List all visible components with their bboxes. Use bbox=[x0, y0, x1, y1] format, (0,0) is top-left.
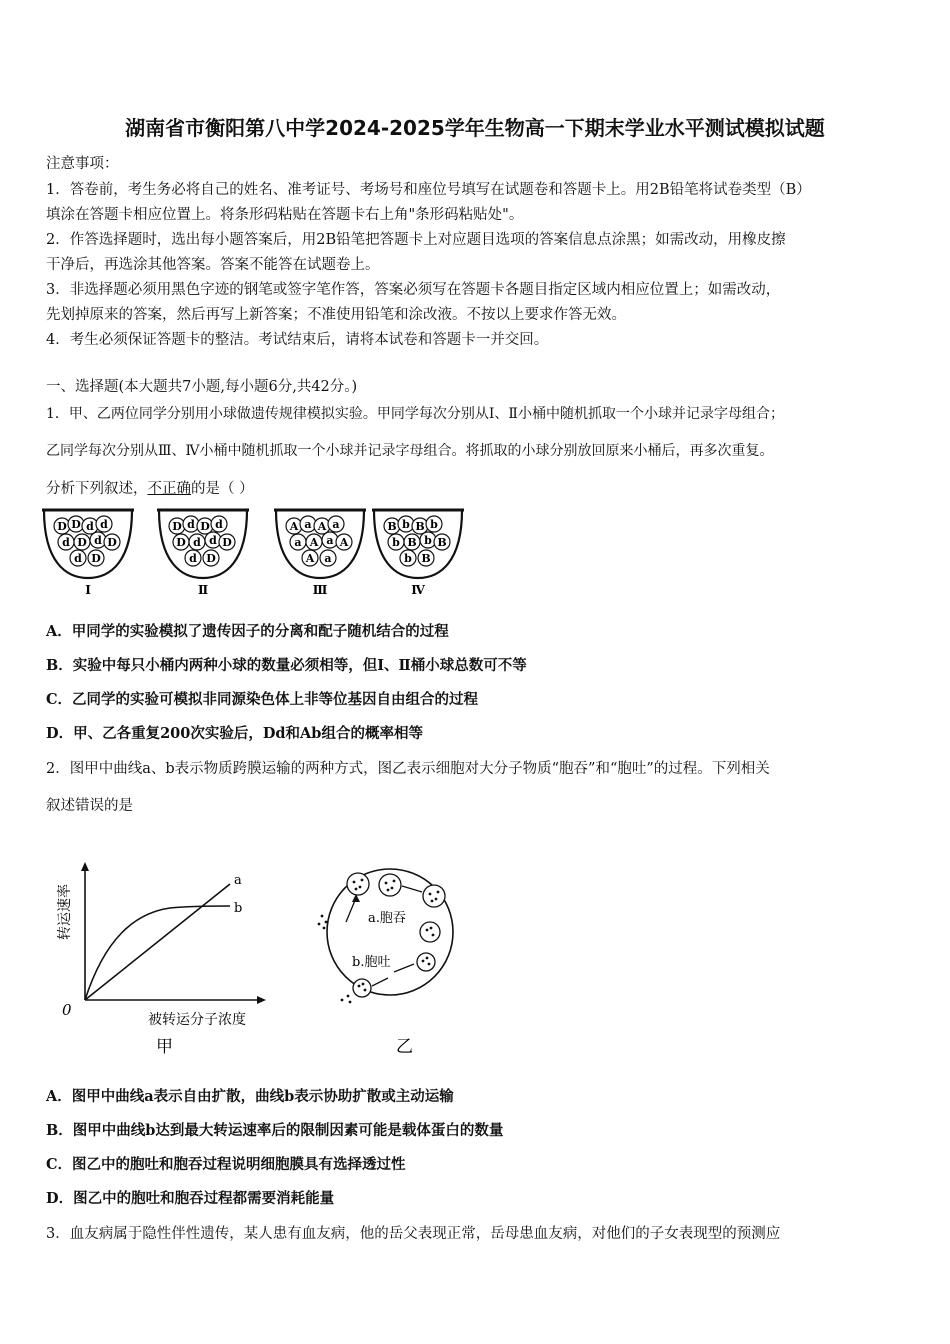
q1-prompt-end: 的是（ ） bbox=[191, 481, 254, 497]
vesicle bbox=[420, 922, 440, 942]
bucket-label: Ⅱ bbox=[197, 583, 209, 597]
ball-label: D bbox=[172, 520, 182, 533]
x-axis-label: 被转运分子浓度 bbox=[148, 1012, 246, 1028]
bucket-label: Ⅳ bbox=[411, 583, 425, 597]
ball-label: D bbox=[176, 536, 186, 549]
bucket-label: Ⅰ bbox=[85, 583, 91, 597]
ball-label: a bbox=[294, 536, 302, 549]
ball-label: a bbox=[304, 518, 312, 531]
ball-label: b bbox=[392, 536, 400, 549]
ball-label: d bbox=[215, 518, 223, 531]
bucket-figure bbox=[40, 502, 470, 598]
q1-emphasis: 不正确 bbox=[147, 481, 191, 497]
vesicle bbox=[379, 874, 401, 896]
figure-yi bbox=[310, 862, 470, 1062]
ball-label: B bbox=[407, 536, 417, 549]
bucket bbox=[372, 510, 464, 597]
notice-line: 干净后，再选涂其他答案。答案不能答在试题卷上。 bbox=[46, 257, 380, 273]
ball-label: b bbox=[402, 518, 410, 531]
ball-label: d bbox=[189, 552, 197, 565]
vesicle bbox=[417, 953, 435, 971]
q1-text bbox=[46, 477, 254, 498]
ball-label: D bbox=[222, 536, 232, 549]
section-heading: 一、选择题(本大题共7小题,每小题6分,共42分。) bbox=[46, 379, 358, 395]
vesicle bbox=[353, 979, 371, 997]
ball-label: A bbox=[289, 520, 299, 533]
ball-label: D bbox=[57, 520, 67, 533]
ball-label: d bbox=[187, 518, 195, 531]
ball-label: a bbox=[324, 552, 332, 565]
ball-label: d bbox=[86, 520, 94, 533]
q1-option-b: B．实验中每只小桶内两种小球的数量必须相等，但Ⅰ、Ⅱ桶小球总数可不等 bbox=[46, 657, 527, 674]
ball-label: A bbox=[339, 536, 349, 549]
ball-label: d bbox=[193, 536, 201, 549]
q2-option-b: B．图甲中曲线b达到最大转运速率后的限制因素可能是载体蛋白的数量 bbox=[46, 1122, 504, 1139]
origin-label: 0 bbox=[62, 1001, 72, 1019]
q2-option-a: A．图甲中曲线a表示自由扩散，曲线b表示协助扩散或主动运输 bbox=[46, 1088, 454, 1105]
notice-line: 3．非选择题必须用黑色字迹的钢笔或签字笔作答，答案必须写在答题卡各题目指定区域内相应位置上；如需改动， bbox=[46, 282, 781, 298]
ball-label: d bbox=[94, 534, 102, 547]
ball-label: D bbox=[77, 536, 87, 549]
ball-label: A bbox=[305, 552, 315, 565]
bucket bbox=[42, 510, 134, 597]
ball-label: a bbox=[332, 518, 340, 531]
ball-label: d bbox=[74, 552, 82, 565]
q3-text: 3．血友病属于隐性伴性遗传，某人患有血友病，他的岳父表现正常，岳母患血友病，对他们的子女表现型的预测应 bbox=[46, 1226, 781, 1242]
q1-text: 乙同学每次分别从Ⅲ、Ⅳ小桶中随机抓取一个小球并记录字母组合。将抓取的小球分别放回原来小桶后，再多次重复。 bbox=[46, 443, 774, 459]
y-axis-label: 转运速率 bbox=[57, 884, 73, 940]
ball-label: A bbox=[309, 536, 319, 549]
ball-label: d bbox=[62, 536, 70, 549]
arrow bbox=[372, 978, 388, 986]
y-axis-arrow bbox=[81, 862, 89, 871]
bucket bbox=[157, 510, 249, 597]
notice-line: 填涂在答题卡相应位置上。将条形码粘贴在答题卡右上角"条形码粘贴处"。 bbox=[46, 207, 524, 223]
ball-label: B bbox=[387, 520, 397, 533]
q1-prompt: 分析下列叙述， bbox=[46, 481, 148, 497]
notice-line: 先划掉原来的答案，然后再写上新答案；不准使用铅笔和涂改液。不按以上要求作答无效。 bbox=[46, 307, 626, 323]
ball-label: b bbox=[404, 552, 412, 565]
label-a: a.胞吞 bbox=[368, 911, 406, 926]
curve-b bbox=[85, 906, 230, 1000]
q2-text: 叙述错误的是 bbox=[46, 798, 133, 814]
ball-label: D bbox=[91, 552, 101, 565]
notice-line: 2．作答选择题时，选出每小题答案后，用2B铅笔把答题卡上对应题目选项的答案信息点涂黑；如需改动，用橡皮擦 bbox=[46, 232, 786, 248]
q1-option-c: C．乙同学的实验可模拟非同源染色体上非等位基因自由组合的过程 bbox=[46, 691, 479, 708]
ball-label: d bbox=[100, 518, 108, 531]
x-axis-arrow bbox=[257, 996, 266, 1004]
label-b: b.胞吐 bbox=[352, 955, 391, 970]
ball-label: D bbox=[200, 520, 210, 533]
q1-text: 1．甲、乙两位同学分别用小球做遗传规律模拟实验。甲同学每次分别从Ⅰ、Ⅱ小桶中随机抓取一个小球并记录字母组合； bbox=[46, 406, 784, 422]
curve-b-label: b bbox=[234, 901, 243, 916]
figure-caption: 乙 bbox=[396, 1037, 413, 1057]
particles bbox=[318, 879, 440, 1004]
ball-label: D bbox=[206, 552, 216, 565]
curve-a-label: a bbox=[234, 873, 242, 888]
q1-option-d: D．甲、乙各重复200次实验后，Dd和Ab组合的概率相等 bbox=[46, 725, 423, 742]
bucket-label: Ⅲ bbox=[312, 583, 328, 597]
figure-caption: 甲 bbox=[156, 1037, 173, 1057]
arrow bbox=[402, 886, 422, 892]
page-title: 湖南省市衡阳第八中学2024-2025学年生物高一下期末学业水平测试模拟试题 bbox=[125, 116, 825, 140]
ball-label: B bbox=[437, 536, 447, 549]
curve-a bbox=[85, 884, 230, 1000]
notice-line: 4．考生必须保证答题卡的整洁。考试结束后，请将本试卷和答题卡一并交回。 bbox=[46, 332, 549, 348]
notice-line: 1．答卷前，考生务必将自己的姓名、准考证号、考场号和座位号填写在试题卷和答题卡上。用2B铅笔将试卷类型（B） bbox=[46, 182, 811, 198]
ball-label: D bbox=[71, 518, 81, 531]
vesicle bbox=[347, 873, 369, 895]
q1-option-a: A．甲同学的实验模拟了遗传因子的分离和配子随机结合的过程 bbox=[46, 623, 449, 640]
ball-label: d bbox=[209, 534, 217, 547]
ball-label: a bbox=[326, 534, 334, 547]
ball-label: D bbox=[107, 536, 117, 549]
notice-heading: 注意事项： bbox=[46, 156, 119, 172]
q2-option-c: C．图乙中的胞吐和胞吞过程说明细胞膜具有选择透过性 bbox=[46, 1156, 406, 1173]
bucket bbox=[274, 510, 366, 597]
ball-label: B bbox=[421, 552, 431, 565]
arrow bbox=[394, 964, 414, 972]
ball-label: B bbox=[415, 520, 425, 533]
ball-label: A bbox=[317, 520, 327, 533]
ball-label: b bbox=[430, 518, 438, 531]
q2-option-d: D．图乙中的胞吐和胞吞过程都需要消耗能量 bbox=[46, 1190, 335, 1207]
vesicle bbox=[423, 885, 445, 907]
q2-text: 2．图甲中曲线a、b表示物质跨膜运输的两种方式，图乙表示细胞对大分子物质“胞吞”和“胞吐”的过程。下列相关 bbox=[46, 761, 770, 777]
figure-jia bbox=[50, 858, 280, 1058]
ball-label: b bbox=[424, 534, 432, 547]
